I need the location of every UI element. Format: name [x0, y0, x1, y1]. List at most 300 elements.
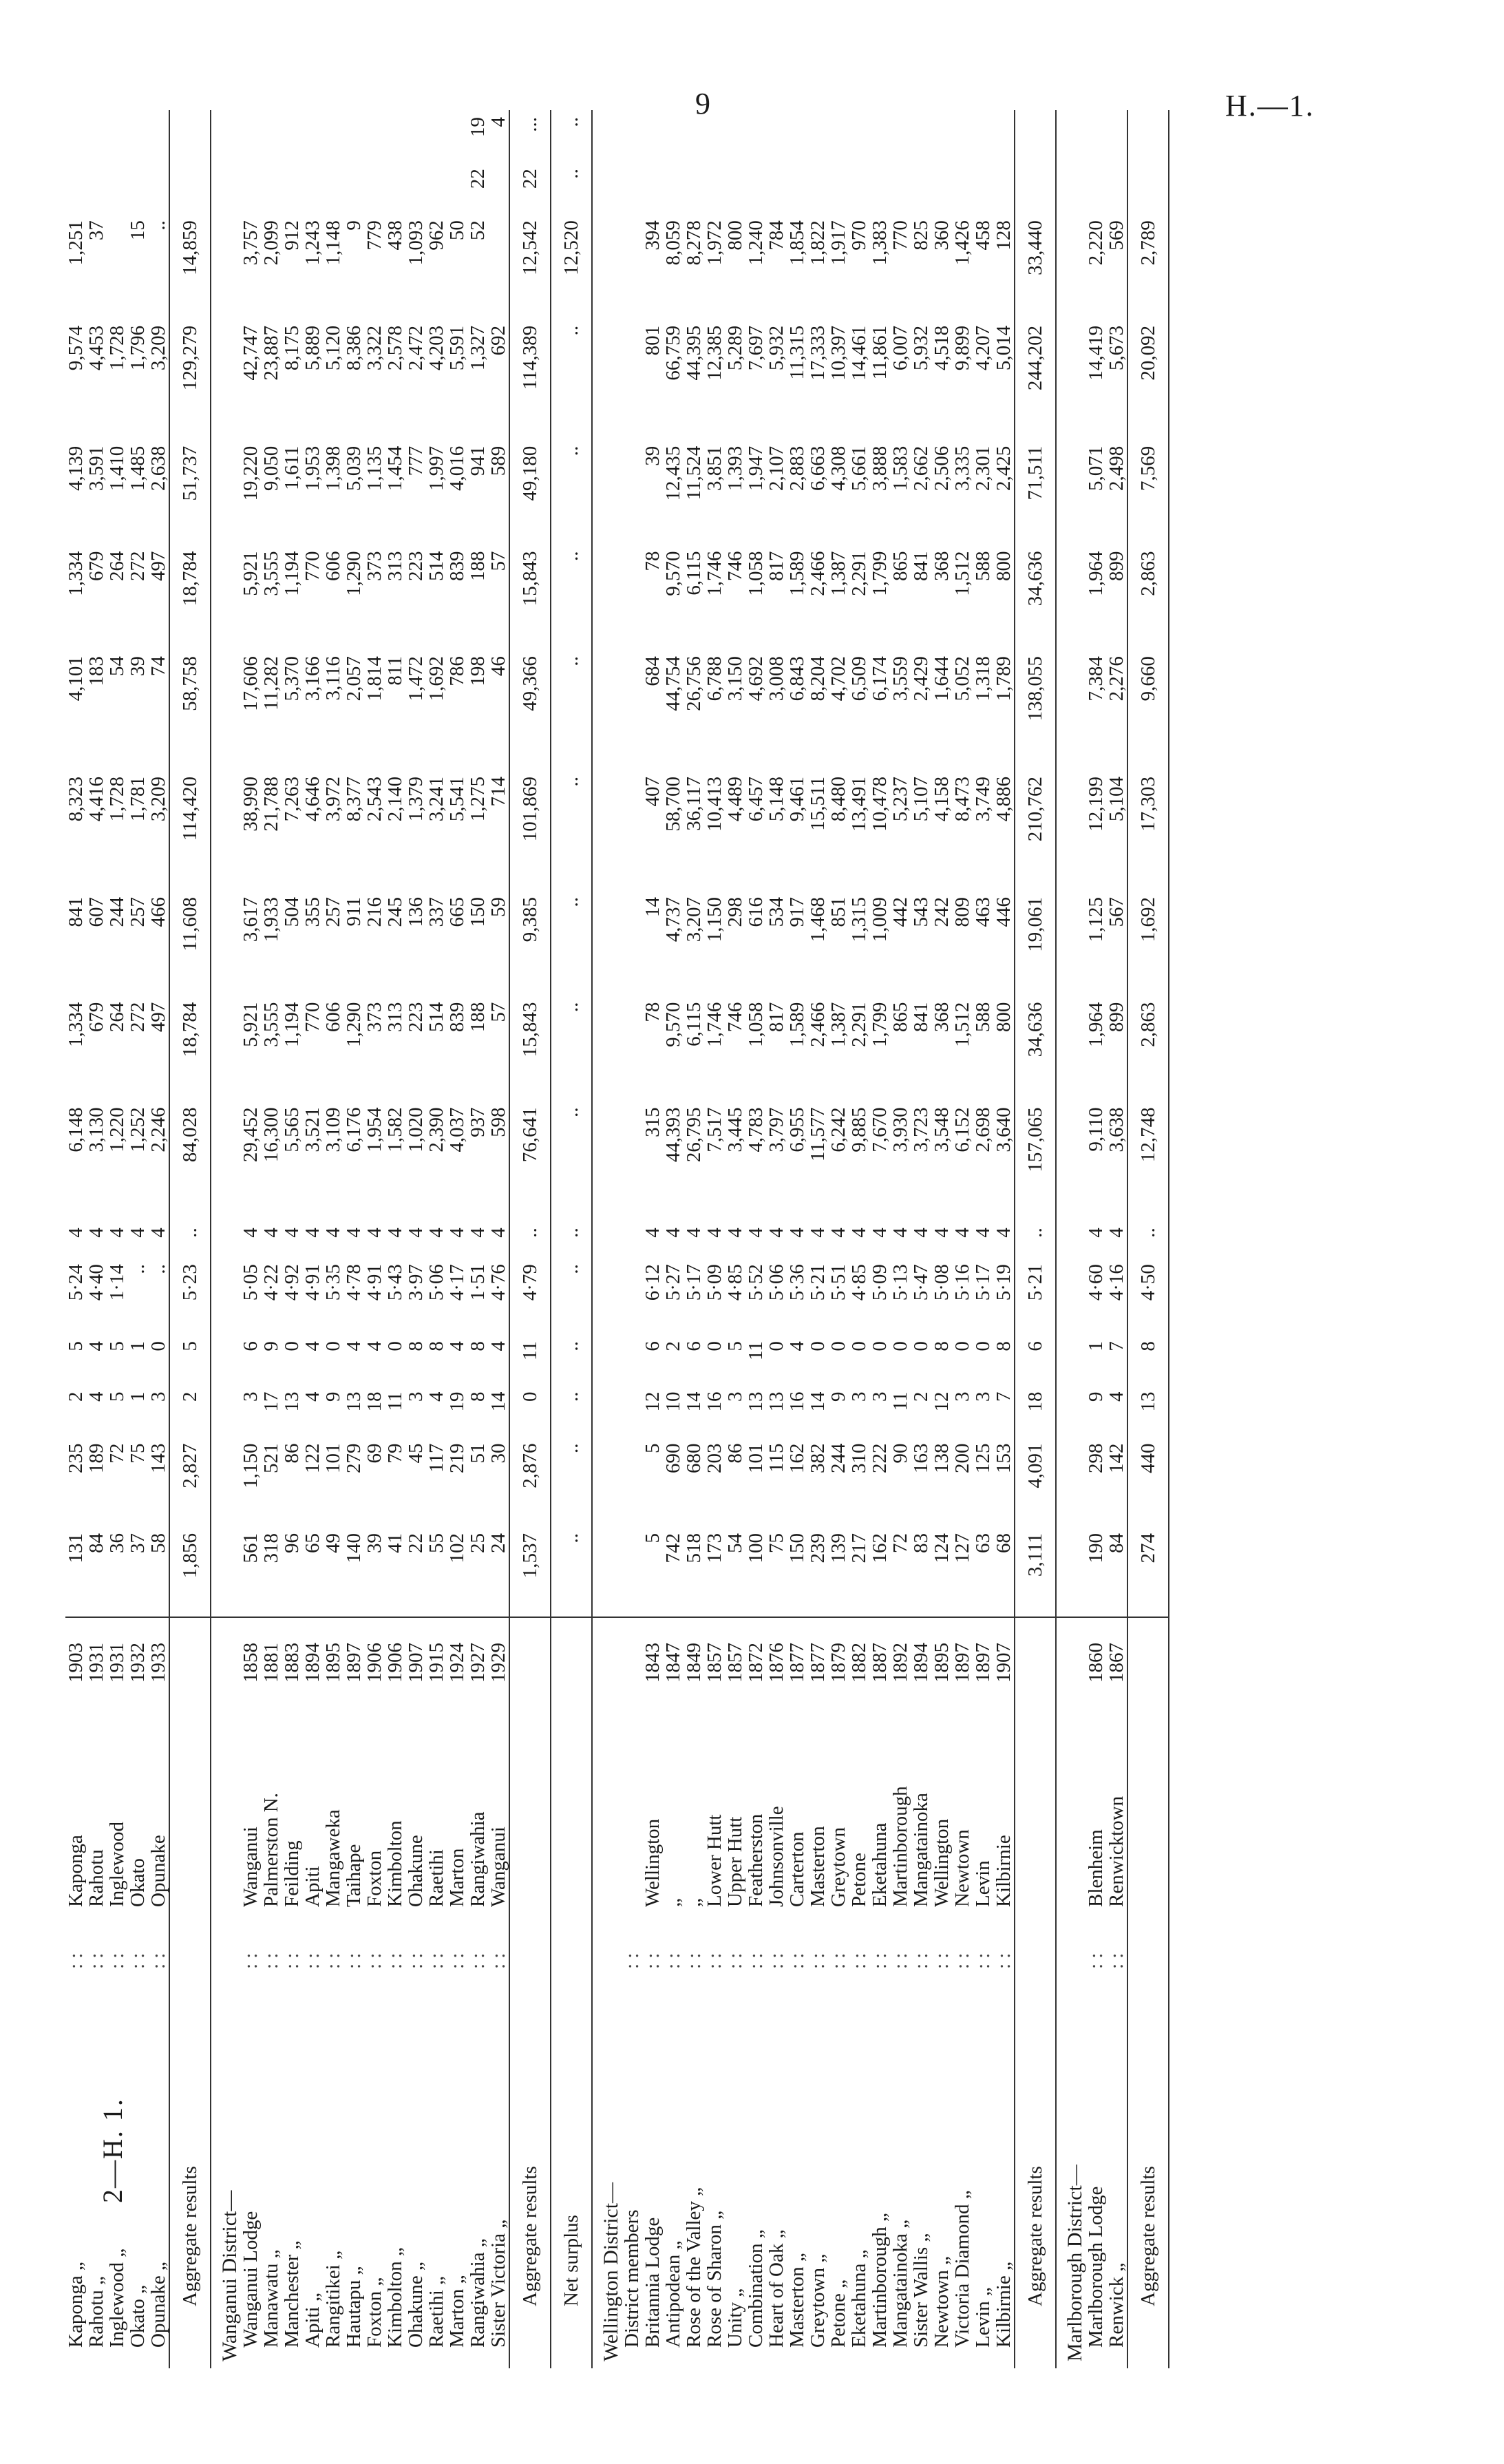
value-cell: 4	[446, 1341, 468, 1351]
value-cell: 5	[106, 1391, 128, 1402]
value-cell: 2,099	[260, 220, 282, 266]
value-cell: 3,241	[425, 777, 447, 822]
value-cell: 5,565	[281, 1107, 303, 1152]
leader-dots: : :	[343, 1952, 365, 1969]
value-cell	[1085, 162, 1106, 213]
value-cell: ..	[127, 1264, 149, 1274]
value-cell: 4	[786, 1341, 808, 1351]
value-cell: 3,930	[889, 1107, 911, 1152]
value-cell: 0	[765, 1341, 787, 1351]
value-cell: 12,520	[551, 213, 592, 319]
value-cell	[302, 110, 323, 162]
value-cell: 5,237	[889, 777, 911, 822]
value-cell	[343, 110, 364, 162]
value-cell	[1056, 1384, 1085, 1436]
leader-dots: : :	[745, 1952, 767, 1969]
value-cell	[211, 1526, 240, 1617]
value-cell: 11,577	[807, 1107, 829, 1162]
value-cell: 4	[703, 1228, 725, 1238]
table-row	[405, 110, 426, 2368]
value-cell: 3,209	[147, 325, 169, 371]
value-cell	[211, 1334, 240, 1384]
value-cell: 1,468	[807, 896, 829, 943]
value-cell: 22	[405, 1526, 426, 1617]
value-cell: 216	[363, 896, 385, 927]
value-cell: 279	[343, 1443, 365, 1473]
lodge-name: Newtown „	[931, 2256, 953, 2348]
value-cell: 114,389	[509, 319, 551, 439]
value-cell: 162	[869, 1526, 890, 1617]
value-cell: 9,660	[1127, 649, 1169, 770]
value-cell: 4	[931, 1228, 953, 1238]
value-cell	[592, 1384, 622, 1436]
value-cell: 589	[487, 445, 509, 476]
value-cell	[323, 162, 343, 213]
value-cell	[211, 1384, 240, 1436]
value-cell	[240, 110, 261, 162]
value-cell: 11	[889, 1391, 911, 1411]
value-cell: 10,397	[827, 325, 849, 381]
value-cell: 2,291	[848, 551, 870, 596]
table-row	[364, 110, 385, 2368]
value-cell	[592, 649, 622, 770]
value-cell: 4	[1105, 1228, 1127, 1238]
value-cell: 5	[106, 1341, 128, 1351]
value-cell	[807, 110, 828, 162]
value-cell: 5·21	[807, 1264, 829, 1301]
value-cell: 11	[384, 1391, 406, 1411]
value-cell	[169, 110, 211, 162]
value-cell: 4	[807, 1228, 829, 1238]
value-cell: 4	[683, 1228, 705, 1238]
value-cell: 8,473	[951, 777, 973, 822]
value-cell	[952, 162, 973, 213]
value-cell: 3	[951, 1391, 973, 1402]
value-cell: ..	[551, 996, 592, 1101]
year-cell: 1907	[405, 1643, 427, 1683]
value-cell: 4	[786, 1228, 808, 1238]
value-cell: 825	[910, 220, 932, 251]
year-cell: 1897	[951, 1643, 973, 1683]
year-cell: 1872	[745, 1643, 767, 1683]
value-cell: 1,964	[1085, 551, 1107, 596]
value-cell: 39	[127, 656, 149, 677]
value-cell: 811	[384, 656, 406, 686]
value-cell	[447, 110, 467, 162]
value-cell: 1,093	[405, 220, 427, 266]
value-cell: 1,290	[343, 551, 365, 596]
table-row	[642, 110, 663, 2368]
table-row	[890, 110, 911, 2368]
value-cell: 746	[724, 551, 746, 581]
value-cell: 4·85	[848, 1264, 870, 1301]
lodge-name: Marlborough Lodge	[1085, 2186, 1107, 2348]
lodge-name: Petone „	[827, 2279, 849, 2348]
value-cell: 33,440	[1015, 213, 1056, 319]
value-cell: 1,789	[993, 656, 1015, 702]
value-cell: 1,058	[745, 1002, 767, 1047]
table-row	[1085, 110, 1106, 2368]
value-cell: 2,827	[169, 1436, 211, 1526]
value-cell: 3,166	[301, 656, 324, 702]
value-cell: 3,972	[322, 777, 344, 822]
value-cell	[869, 162, 890, 213]
value-cell: 5,370	[281, 656, 303, 702]
value-cell: 9	[322, 1391, 344, 1402]
value-cell: 567	[1105, 896, 1127, 927]
value-cell: 817	[765, 1002, 787, 1033]
value-cell: 200	[951, 1443, 973, 1473]
value-cell: 1,814	[363, 656, 385, 702]
value-cell: 18	[1015, 1384, 1056, 1436]
value-cell	[592, 890, 622, 996]
value-cell: 10	[662, 1391, 684, 1412]
year-cell: 1892	[889, 1643, 911, 1683]
value-cell: 36,117	[683, 777, 705, 831]
value-cell: 34,636	[1015, 996, 1056, 1101]
value-cell: 1,327	[467, 325, 489, 371]
value-cell: 355	[301, 896, 324, 927]
table-row	[931, 110, 952, 2368]
year-cell: 1932	[127, 1643, 149, 1683]
lodge-name: Manawatu „	[260, 2249, 282, 2348]
value-cell: 5,889	[301, 325, 324, 371]
value-cell: 679	[85, 1002, 107, 1033]
value-cell	[1056, 544, 1085, 649]
value-cell: 68	[993, 1526, 1015, 1617]
value-cell: 13	[1127, 1384, 1169, 1436]
value-cell	[622, 649, 642, 770]
value-cell	[1127, 162, 1169, 213]
value-cell: 841	[65, 896, 87, 927]
lodge-name: Wellington District—	[600, 2182, 622, 2361]
table-row	[261, 110, 282, 2368]
value-cell: 58,700	[662, 777, 684, 832]
value-cell: 1,953	[301, 445, 324, 491]
value-cell: 143	[147, 1443, 169, 1473]
year-cell	[622, 1617, 642, 1707]
value-cell: 543	[910, 896, 932, 927]
value-cell	[973, 162, 993, 213]
value-cell: 84	[86, 1526, 107, 1617]
town-cell	[509, 1707, 551, 1914]
value-cell: ..	[551, 319, 592, 439]
value-cell: 4	[384, 1228, 406, 1238]
value-cell	[745, 162, 766, 213]
leader-dots	[211, 1914, 240, 1976]
leader-dots: : :	[621, 1952, 643, 1969]
value-cell: 117	[425, 1443, 447, 1473]
value-cell: 4,091	[1015, 1436, 1056, 1526]
value-cell: 1,582	[384, 1107, 406, 1152]
value-cell	[405, 162, 426, 213]
value-cell: 7	[1105, 1341, 1127, 1351]
value-cell: 244	[106, 896, 128, 927]
value-cell: 4	[65, 1228, 87, 1238]
value-cell: 13,491	[848, 777, 870, 832]
value-cell: 129,279	[169, 319, 211, 439]
value-cell: 5·06	[765, 1264, 787, 1301]
leader-dots: : :	[1085, 1952, 1107, 1969]
town-cell	[211, 1707, 240, 1914]
value-cell: 5	[724, 1341, 746, 1351]
value-cell: 8,278	[683, 220, 705, 266]
value-cell: 190	[1085, 1526, 1106, 1617]
town-cell	[1015, 1707, 1056, 1914]
value-cell: 5·13	[889, 1264, 911, 1301]
value-cell: 1,220	[106, 1107, 128, 1152]
value-cell: 1,799	[869, 1002, 891, 1047]
value-cell: 463	[972, 896, 994, 927]
value-cell: 4	[405, 1228, 427, 1238]
leader-dots: : :	[972, 1952, 994, 1969]
value-cell	[107, 213, 127, 319]
value-cell: 78	[642, 1002, 664, 1022]
value-cell: 1,387	[827, 1002, 849, 1047]
value-cell: 1,856	[169, 1526, 211, 1617]
value-cell: 4,101	[65, 656, 87, 702]
value-cell: 11	[745, 1341, 767, 1361]
value-cell: 12,748	[1127, 1100, 1169, 1221]
value-cell: 25	[467, 1526, 488, 1617]
value-cell: 298	[724, 896, 746, 927]
value-cell: 1,454	[384, 445, 406, 491]
value-cell: 2,543	[363, 777, 385, 822]
value-cell: 3,757	[240, 220, 262, 266]
leader-dots: : :	[65, 1952, 87, 1969]
town-cell: Apiti	[301, 1866, 324, 1907]
value-cell: 569	[1105, 220, 1127, 251]
value-cell: 222	[869, 1443, 891, 1473]
value-cell: 26,795	[683, 1107, 705, 1163]
value-cell: 3,109	[322, 1107, 344, 1152]
value-cell	[169, 162, 211, 213]
value-cell: 4,016	[446, 445, 468, 491]
leader-dots: : :	[446, 1952, 468, 1969]
value-cell: 4	[951, 1228, 973, 1238]
leader-dots: : :	[260, 1952, 282, 1969]
value-cell: 153	[993, 1443, 1015, 1473]
year-cell: 1929	[487, 1643, 509, 1683]
friendly-society-table	[65, 110, 1169, 2368]
value-cell	[1056, 213, 1085, 319]
lodge-name: Aggregate results	[1015, 1976, 1056, 2368]
value-cell: 4	[889, 1228, 911, 1238]
year-cell: 1927	[467, 1643, 489, 1683]
value-cell: 235	[65, 1443, 87, 1473]
value-cell: 2,425	[993, 445, 1015, 491]
year-cell	[551, 1617, 592, 1707]
town-cell: Mangaweka	[322, 1809, 344, 1907]
value-cell	[592, 1436, 622, 1526]
value-cell: 19	[446, 1391, 468, 1412]
leader-dots: : :	[889, 1952, 911, 1969]
value-cell: 770	[301, 1002, 324, 1033]
value-cell: 4	[343, 1341, 365, 1351]
value-cell	[211, 319, 240, 439]
table-row	[684, 110, 704, 2368]
value-cell: 4	[848, 1228, 870, 1238]
value-cell: 125	[972, 1443, 994, 1473]
year-cell: 1847	[662, 1643, 684, 1683]
value-cell: 14,859	[169, 213, 211, 319]
value-cell: 4	[1085, 1228, 1107, 1238]
value-cell	[211, 890, 240, 996]
value-cell: 690	[662, 1443, 684, 1473]
value-cell: 742	[663, 1526, 684, 1617]
table-row	[385, 110, 405, 2368]
value-cell: 19,061	[1015, 890, 1056, 996]
value-cell: 1,947	[745, 445, 767, 491]
value-cell	[107, 162, 127, 213]
value-cell	[622, 1100, 642, 1221]
value-cell: 5·17	[972, 1264, 994, 1301]
value-cell: 9	[827, 1391, 849, 1402]
value-cell: 3	[405, 1391, 427, 1402]
value-cell: 3,591	[85, 445, 107, 491]
town-cell	[592, 1707, 622, 1914]
value-cell: 114,420	[169, 770, 211, 890]
value-cell: 446	[993, 896, 1015, 927]
value-cell: 101	[745, 1443, 767, 1473]
value-cell	[1056, 1100, 1085, 1221]
value-cell: 1,692	[1127, 890, 1169, 996]
value-cell: 1,125	[1085, 896, 1107, 943]
value-cell: 55	[426, 1526, 447, 1617]
value-cell: 4,518	[931, 325, 953, 371]
value-cell: 3,130	[85, 1107, 107, 1152]
value-cell	[890, 110, 911, 162]
value-cell: 84	[1106, 1526, 1127, 1617]
value-cell: 313	[384, 551, 406, 581]
table-row	[973, 110, 993, 2368]
value-cell: 223	[405, 1002, 427, 1033]
lodge-name: Victoria Diamond „	[951, 2190, 973, 2348]
value-cell: 4,453	[85, 325, 107, 371]
value-cell: 1,383	[869, 220, 891, 266]
value-cell	[911, 110, 931, 162]
value-cell	[787, 162, 807, 213]
value-cell: 242	[931, 896, 953, 927]
value-cell: 0	[807, 1341, 829, 1351]
lodge-name: Martinborough „	[869, 2213, 891, 2348]
lodge-name: Masterton „	[786, 2253, 808, 2348]
value-cell: 150	[787, 1526, 807, 1617]
value-cell: 4·16	[1105, 1264, 1127, 1301]
value-cell: 71,511	[1015, 439, 1056, 545]
value-cell: 162	[786, 1443, 808, 1473]
lodge-name: Rangiwahia „	[467, 2238, 489, 2348]
value-cell: 15	[127, 220, 149, 241]
town-cell: Upper Hutt	[724, 1816, 746, 1907]
year-cell: 1894	[910, 1643, 932, 1683]
value-cell: 13	[343, 1391, 365, 1412]
lodge-name: Mangatainoka „	[889, 2219, 911, 2348]
value-cell: 4	[85, 1341, 107, 1351]
value-cell: 407	[642, 777, 664, 807]
lodge-name: Raetihi „	[425, 2276, 447, 2348]
town-cell	[551, 1707, 592, 1914]
value-cell: 4·22	[260, 1264, 282, 1301]
lodge-name: Wanganui District—	[218, 2190, 241, 2361]
value-cell: 1,398	[322, 445, 344, 491]
value-cell: 1,194	[281, 1002, 303, 1047]
value-cell: 7,569	[1127, 439, 1169, 545]
value-cell: 779	[363, 220, 385, 251]
value-cell	[766, 110, 787, 162]
value-cell: 4	[487, 117, 509, 127]
value-cell: 534	[765, 896, 787, 927]
value-cell: 394	[642, 220, 664, 251]
value-cell: 809	[951, 896, 973, 927]
value-cell: 841	[910, 551, 932, 581]
lodge-name: Manchester „	[281, 2240, 303, 2348]
value-cell: ..	[551, 544, 592, 649]
value-cell: 57	[487, 1002, 509, 1022]
value-cell: 4	[745, 1228, 767, 1238]
value-cell: 5·06	[425, 1264, 447, 1301]
table-row	[323, 110, 343, 2368]
value-cell: 49	[323, 1526, 343, 1617]
value-cell: 521	[260, 1443, 282, 1473]
value-cell: 851	[827, 896, 849, 927]
value-cell: 59	[487, 896, 509, 917]
lodge-name: Eketahuna „	[848, 2249, 870, 2348]
year-cell	[211, 1617, 240, 1707]
rotated-table-wrapper	[65, 110, 1346, 2368]
value-cell: 65	[302, 1526, 323, 1617]
value-cell: 41	[385, 1526, 405, 1617]
value-cell	[622, 162, 642, 213]
value-cell: 9,110	[1085, 1107, 1107, 1152]
value-cell: ..	[147, 220, 169, 231]
value-cell: 198	[467, 656, 489, 686]
value-cell: 2,506	[931, 445, 953, 491]
town-cell: Rahotu	[85, 1849, 107, 1907]
table-row	[952, 110, 973, 2368]
value-cell: 4,139	[65, 445, 87, 491]
value-cell	[807, 162, 828, 213]
value-cell: 9,050	[260, 445, 282, 491]
year-cell	[169, 1617, 211, 1707]
value-cell: 244	[827, 1443, 849, 1473]
leader-dots: : :	[703, 1952, 725, 1969]
value-cell: 128	[993, 220, 1015, 251]
value-cell: 0	[384, 1341, 406, 1351]
value-cell	[890, 162, 911, 213]
year-cell: 1867	[1105, 1643, 1127, 1683]
value-cell: 44,754	[662, 656, 684, 711]
value-cell: 5,921	[240, 551, 262, 596]
town-cell: Kilbirnie	[993, 1835, 1015, 1907]
value-cell: 4	[425, 1228, 447, 1238]
year-cell: 1857	[703, 1643, 725, 1683]
value-cell	[663, 162, 684, 213]
value-cell: 3,111	[1015, 1526, 1056, 1617]
value-cell: 588	[972, 1002, 994, 1033]
value-cell: 4	[85, 1228, 107, 1238]
value-cell: 4·40	[85, 1264, 107, 1301]
value-cell: 4	[910, 1228, 932, 1238]
year-cell: 1895	[322, 1643, 344, 1683]
value-cell: 665	[446, 896, 468, 927]
value-cell	[1056, 439, 1085, 545]
value-cell: 239	[807, 1526, 828, 1617]
value-cell: 58,758	[169, 649, 211, 770]
value-cell: 1,148	[322, 220, 344, 266]
value-cell: 800	[993, 1002, 1015, 1033]
value-cell: 4,646	[301, 777, 324, 822]
